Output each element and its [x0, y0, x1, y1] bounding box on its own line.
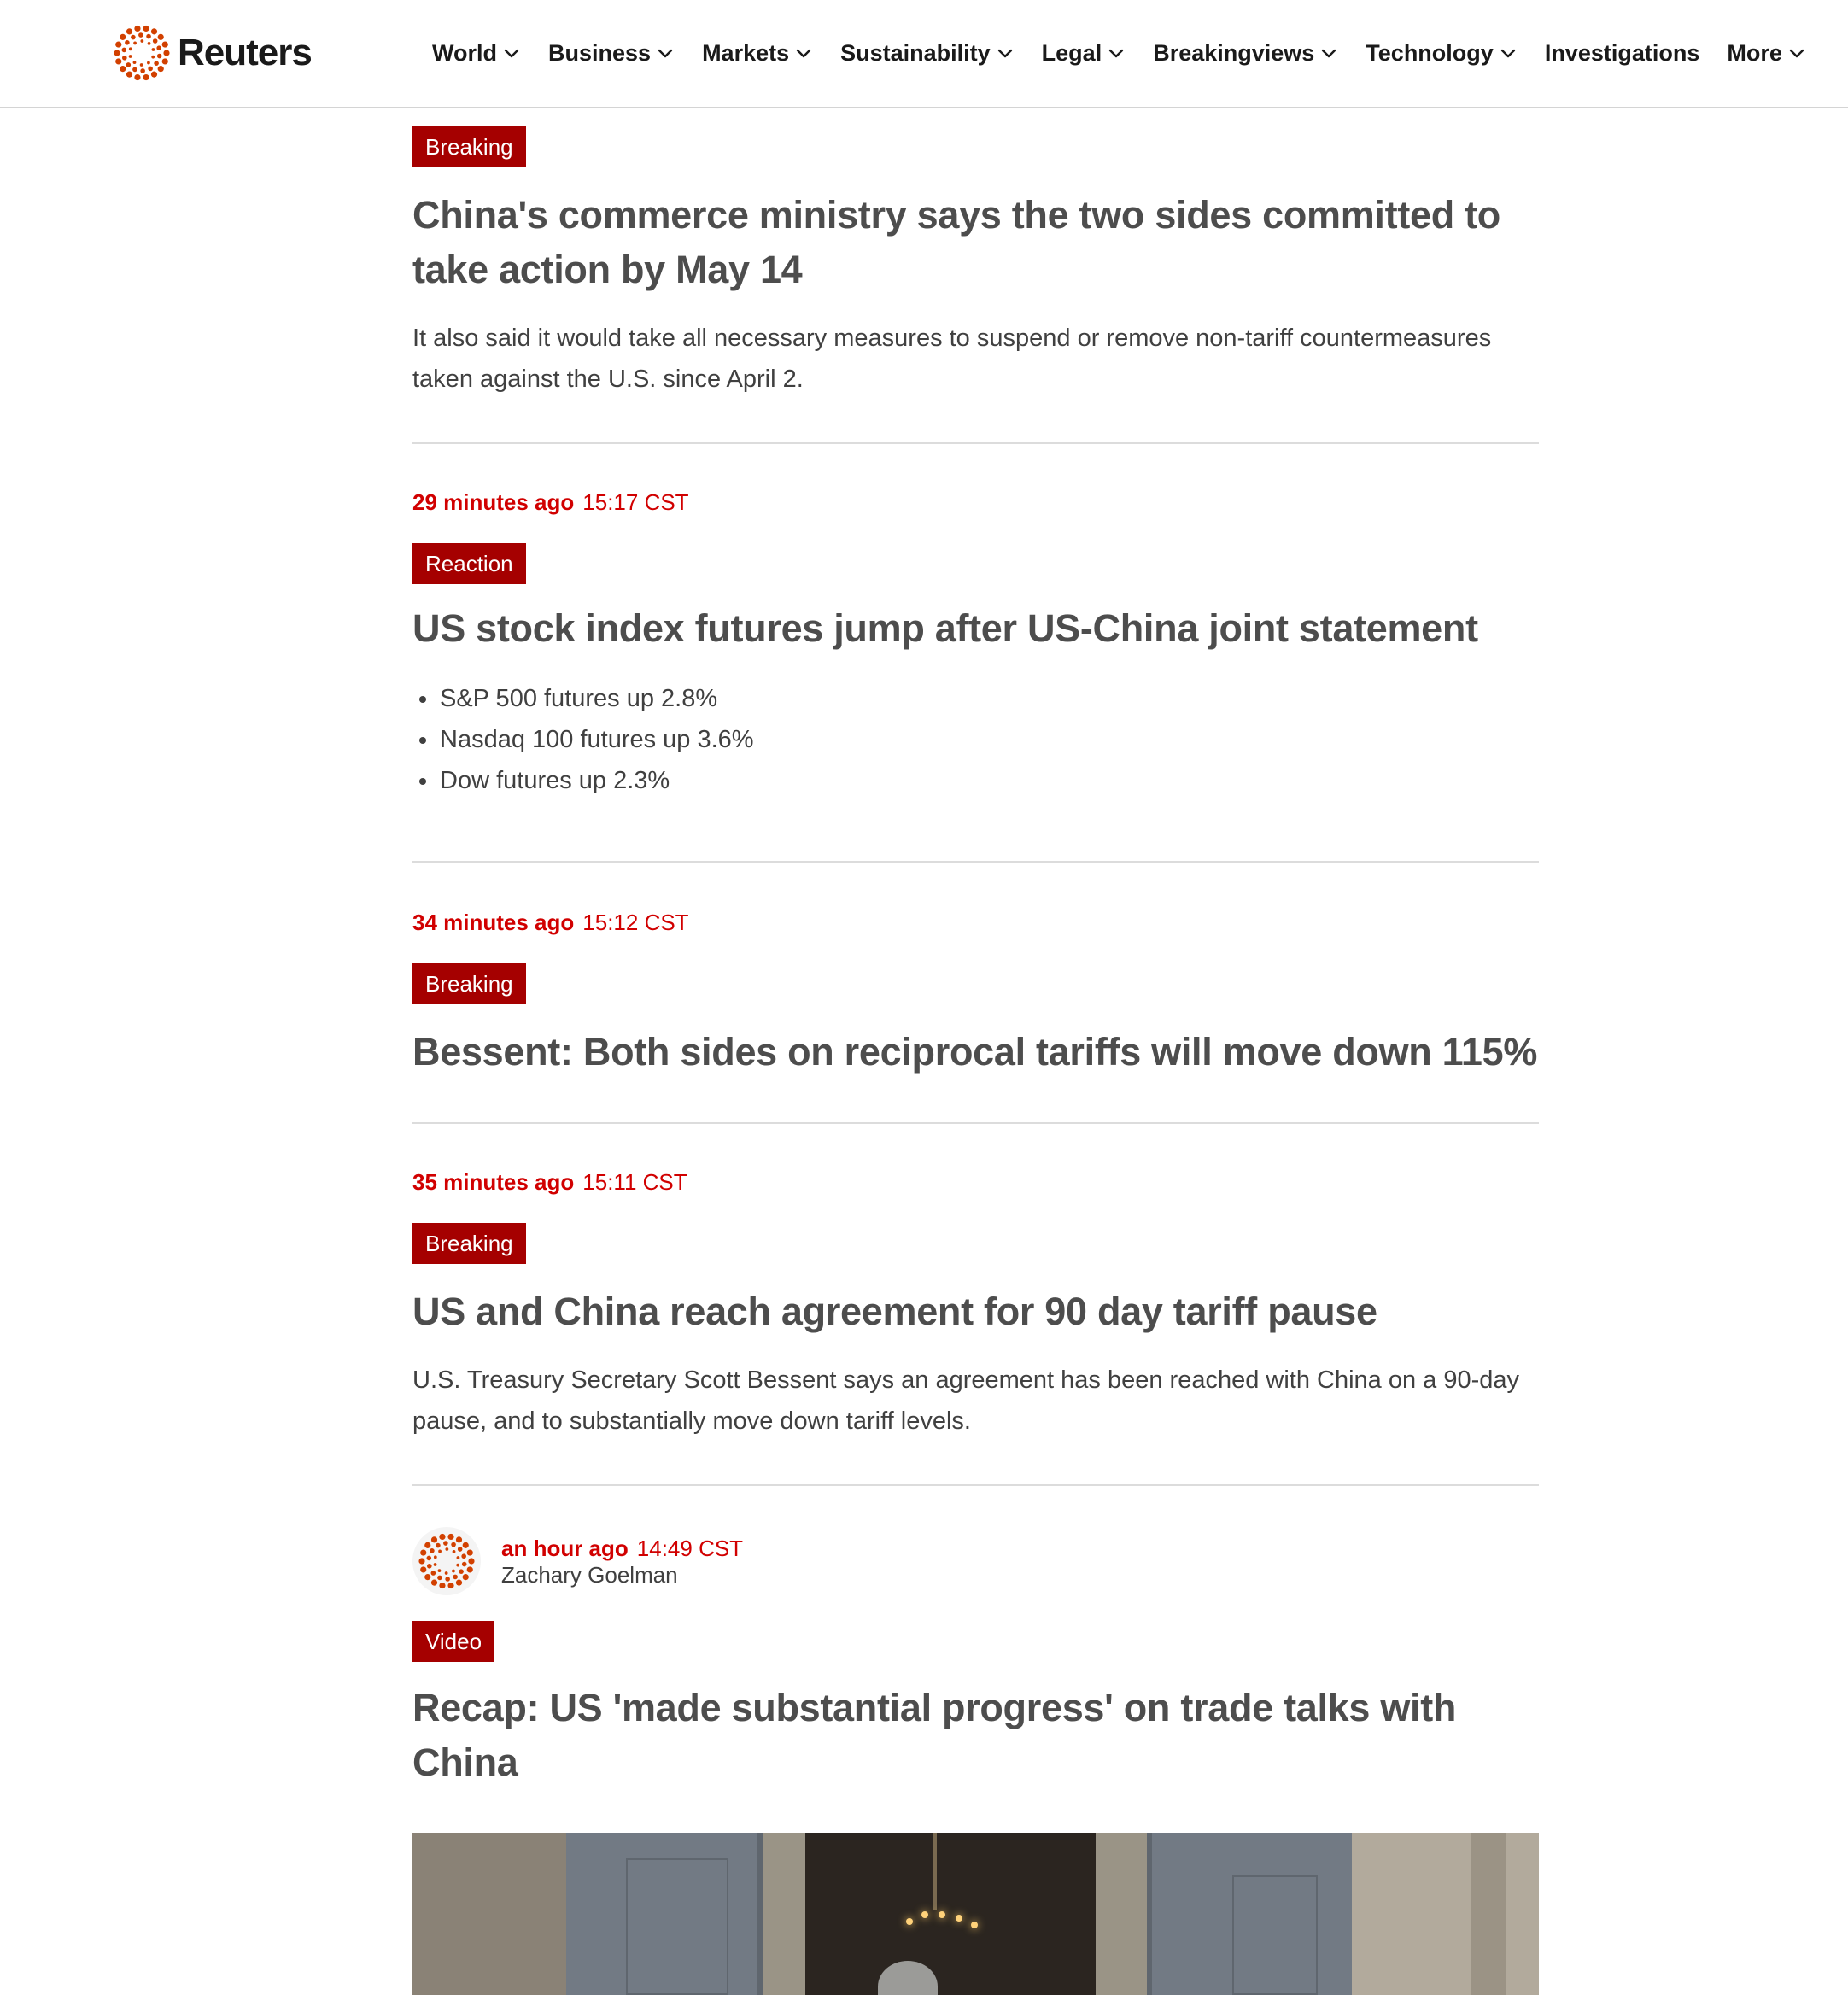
avatar[interactable] — [412, 1527, 481, 1595]
logo-dot — [157, 54, 162, 59]
nav-item-world[interactable] — [432, 40, 521, 67]
logo-dot — [420, 1566, 426, 1572]
logo-dot — [120, 34, 126, 40]
nav-item-sustainability[interactable] — [840, 40, 1015, 67]
logo-dot — [125, 40, 130, 45]
thumbnail-doorway — [805, 1833, 1096, 1995]
logo-dot — [126, 72, 132, 78]
logo-dot — [427, 1564, 432, 1569]
logo-dot — [156, 45, 161, 50]
post-headline[interactable]: US and China reach agreement for 90 day tariff pause — [412, 1290, 1377, 1333]
logo-dot — [133, 42, 137, 45]
post-time-ago: an hour ago — [501, 1536, 629, 1561]
logo-dot — [434, 1563, 437, 1566]
logo-dot — [431, 1571, 436, 1576]
logo-dot — [147, 61, 150, 65]
reuters-logo[interactable] — [113, 24, 312, 82]
post-tag: Breaking — [412, 963, 526, 1004]
nav-item-label: Sustainability — [840, 39, 991, 66]
chevron-down-icon — [1787, 44, 1806, 62]
live-post — [412, 487, 1539, 801]
nav-item-label: Investigations — [1544, 39, 1700, 66]
logo-dot — [158, 34, 164, 40]
logo-dot — [148, 42, 151, 45]
post-bullets — [412, 678, 1539, 801]
logo-dot — [431, 1536, 437, 1542]
logo-dot — [445, 1547, 448, 1551]
live-post — [412, 1167, 1539, 1442]
post-timestamp — [412, 487, 1539, 518]
logo-dot — [434, 1555, 437, 1559]
logo-dot — [443, 1541, 448, 1546]
logo-wordmark: Reuters — [178, 32, 312, 73]
chevron-down-icon — [794, 44, 813, 62]
logo-dot — [158, 66, 164, 72]
live-post — [412, 126, 1539, 400]
logo-dot — [133, 61, 137, 64]
thumbnail-shutter-panel — [1232, 1875, 1318, 1995]
post-time: 15:11 CST — [582, 1169, 687, 1195]
thumbnail-wall — [1352, 1833, 1539, 1995]
logo-dot — [129, 55, 132, 58]
logo-dot — [437, 1576, 442, 1581]
thumbnail-door-frame — [763, 1833, 805, 1995]
logo-dot — [162, 41, 168, 47]
nav-item-investigations[interactable] — [1545, 40, 1700, 67]
chevron-down-icon — [502, 44, 521, 62]
post-timestamp — [412, 907, 1539, 938]
post-tag: Video — [412, 1621, 494, 1662]
thumbnail-bulb — [906, 1918, 913, 1925]
logo-dot — [131, 35, 136, 40]
logo-dot — [439, 1534, 445, 1540]
logo-dot — [452, 1570, 455, 1573]
post-author-name[interactable]: Zachary Goelman — [501, 1562, 678, 1588]
thumbnail-bulb — [939, 1911, 945, 1918]
nav-item-label: World — [432, 39, 497, 66]
logo-dot — [430, 1548, 435, 1553]
logo-dot — [140, 63, 143, 67]
post-tag: Reaction — [412, 543, 526, 584]
chevron-down-icon — [1499, 44, 1518, 62]
post-tag: Breaking — [412, 1223, 526, 1264]
thumbnail-column — [1471, 1833, 1506, 1995]
post-tag: Breaking — [412, 126, 526, 167]
video-thumbnail[interactable] — [412, 1833, 1539, 1995]
post-summary: U.S. Treasury Secretary Scott Bessent says an agreement has been reached with China on a 90-day pause, and to substantially move down tariff levels. — [412, 1366, 1520, 1435]
logo-dot — [438, 1569, 442, 1572]
post-time: 14:49 CST — [636, 1536, 744, 1561]
chevron-down-icon — [656, 44, 675, 62]
logo-dot — [453, 1550, 456, 1553]
logo-dot — [463, 1574, 469, 1580]
post-divider — [412, 442, 1539, 444]
logo-dot — [162, 58, 168, 64]
nav-item-legal[interactable] — [1042, 40, 1126, 67]
nav-item-label: Breakingviews — [1153, 39, 1315, 66]
thumbnail-chandelier — [933, 1833, 937, 1910]
post-headline[interactable]: China's commerce ministry says the two sides committed to take action by May 14 — [412, 193, 1500, 291]
logo-dot — [445, 1571, 448, 1575]
post-summary: It also said it would take all necessary measures to suspend or remove non-tariff countermeasures taken against the U.S. since April 2. — [412, 325, 1492, 393]
logo-dot — [420, 1549, 426, 1555]
logo-dot — [132, 67, 137, 73]
nav-item-label: More — [1727, 39, 1782, 66]
logo-dot — [115, 41, 121, 47]
logo-dot — [445, 1577, 450, 1582]
post-author-info — [501, 1535, 743, 1588]
logo-dot — [114, 50, 120, 56]
post-divider — [412, 1484, 1539, 1486]
thumbnail-shutter-panel — [626, 1858, 728, 1995]
live-post — [412, 907, 1539, 1079]
logo-dot — [447, 1583, 453, 1588]
chevron-down-icon — [996, 44, 1015, 62]
nav-item-technology[interactable] — [1366, 40, 1518, 67]
logo-dot — [120, 66, 126, 72]
post-headline[interactable]: US stock index futures jump after US-China joint statement — [412, 606, 1478, 650]
logo-dot — [451, 1542, 456, 1547]
logo-dot — [436, 1543, 441, 1548]
logo-dot — [463, 1542, 469, 1548]
logo-dot — [154, 61, 159, 66]
logo-dot — [122, 48, 127, 53]
logo-dot — [163, 50, 169, 56]
logo-dot — [462, 1562, 467, 1567]
reuters-logo-icon — [418, 1532, 476, 1590]
post-time-ago: 34 minutes ago — [412, 910, 575, 935]
post-headline[interactable]: Recap: US 'made substantial progress' on trade talks with China — [412, 1686, 1457, 1784]
site-header — [0, 0, 1848, 108]
logo-dot — [134, 26, 140, 32]
post-timestamp — [412, 1167, 1539, 1197]
logo-dot — [151, 56, 155, 59]
post-divider — [412, 1122, 1539, 1124]
thumbnail-bulb — [971, 1922, 978, 1928]
logo-dot — [122, 56, 127, 61]
logo-dot — [418, 1558, 424, 1564]
nav-item-markets[interactable] — [702, 40, 813, 67]
logo-dot — [467, 1549, 473, 1555]
thumbnail-bulb — [956, 1915, 962, 1922]
logo-dot — [456, 1536, 462, 1542]
post-time: 15:12 CST — [582, 910, 689, 935]
thumbnail-door-frame — [1096, 1833, 1147, 1995]
logo-dot — [138, 32, 143, 38]
post-author-row — [412, 1527, 1539, 1595]
post-time-ago: 35 minutes ago — [412, 1169, 575, 1195]
logo-dot — [148, 67, 153, 72]
nav-item-label: Business — [548, 39, 652, 66]
logo-dot — [140, 39, 143, 43]
logo-dot — [151, 72, 157, 78]
nav-item-label: Markets — [702, 39, 790, 66]
logo-dot — [456, 1564, 459, 1567]
nav-item-breakingviews[interactable] — [1153, 40, 1338, 67]
logo-dot — [439, 1583, 445, 1588]
thumbnail-bulb — [921, 1911, 928, 1918]
live-post — [412, 1527, 1539, 1995]
logo-dot — [438, 1550, 442, 1553]
logo-dot — [468, 1558, 474, 1564]
logo-dot — [457, 1556, 460, 1559]
nav-item-more[interactable] — [1727, 40, 1806, 67]
nav-item-label: Technology — [1366, 39, 1494, 66]
logo-dot — [453, 1575, 458, 1580]
logo-dot — [424, 1574, 430, 1580]
post-divider — [412, 861, 1539, 863]
logo-dot — [153, 38, 158, 44]
post-time: 15:17 CST — [582, 489, 689, 515]
logo-dot — [126, 62, 132, 67]
nav-item-label: Legal — [1041, 39, 1102, 66]
logo-dot — [458, 1547, 463, 1552]
logo-dot — [461, 1553, 466, 1559]
reuters-logo-icon — [113, 24, 171, 82]
list-item: Nasdaq 100 futures up 3.6% — [412, 719, 1539, 760]
logo-dot — [447, 1534, 453, 1540]
logo-dot — [126, 28, 132, 34]
list-item: Dow futures up 2.3% — [412, 760, 1539, 801]
logo-dot — [115, 58, 121, 64]
live-feed — [412, 126, 1539, 1995]
thumbnail-wall — [412, 1833, 566, 1995]
logo-dot — [143, 26, 149, 32]
logo-dot — [467, 1566, 473, 1572]
logo-dot — [459, 1569, 464, 1574]
logo-dot — [151, 28, 157, 34]
logo-dot — [129, 47, 132, 50]
list-item: S&P 500 futures up 2.8% — [412, 678, 1539, 719]
chevron-down-icon — [1319, 44, 1338, 62]
logo-dot — [146, 34, 151, 39]
logo-dot — [427, 1556, 432, 1561]
logo-dot — [152, 48, 155, 51]
nav-item-business[interactable] — [548, 40, 675, 67]
post-time-ago: 29 minutes ago — [412, 489, 575, 515]
post-headline[interactable]: Bessent: Both sides on reciprocal tariffs will move down 115% — [412, 1030, 1538, 1074]
logo-dot — [143, 74, 149, 80]
logo-dot — [431, 1580, 437, 1586]
chevron-down-icon — [1107, 44, 1126, 62]
logo-dot — [140, 68, 145, 73]
post-timestamp — [501, 1535, 743, 1562]
logo-dot — [456, 1580, 462, 1586]
logo-dot — [424, 1542, 430, 1548]
logo-dot — [134, 74, 140, 80]
main-nav — [432, 34, 1806, 72]
